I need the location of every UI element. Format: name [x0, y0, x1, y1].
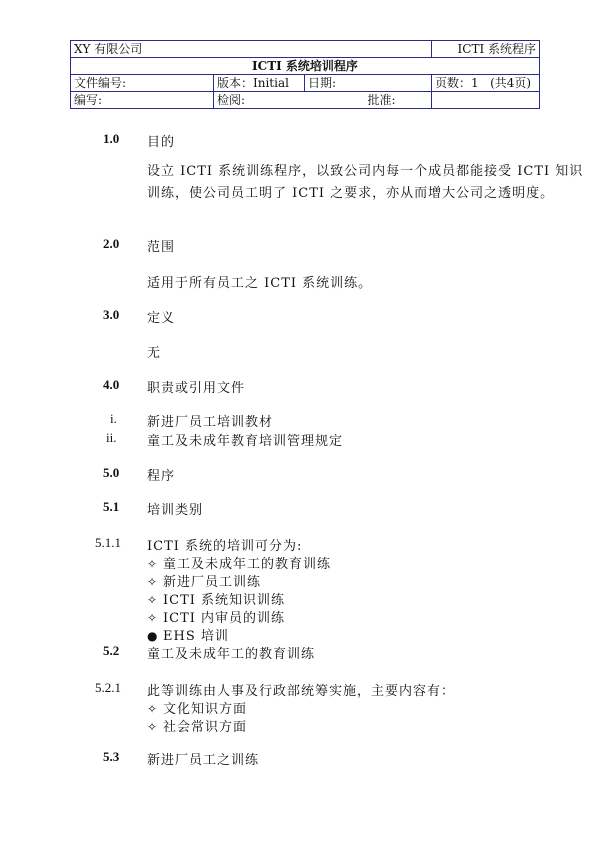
page-total: (共4页) [490, 76, 532, 90]
training-list-intro: ICTI 系统的培训可分为: [147, 539, 303, 554]
subsection-number: 5.2.1 [95, 680, 121, 695]
section-title-procedure: 程序 [147, 469, 176, 484]
dot-bullet-icon: ● [147, 629, 159, 643]
list-item: ✧ ICTI 内审员的训练 [147, 611, 286, 626]
reference-item: 新进厂员工培训教材 [147, 415, 274, 430]
section-title-new-employee: 新进厂员工之训练 [147, 753, 260, 768]
section-title-responsibilities: 职责或引用文件 [147, 381, 246, 396]
version-cell: 版本：Initial [214, 75, 305, 92]
section-number: 5.1 [103, 499, 120, 514]
section-number: 3.0 [103, 307, 120, 322]
section-number: 1.0 [103, 131, 120, 146]
company-name: XY 有限公司 [71, 41, 432, 58]
section-title-child-labor: 童工及未成年工的教育训练 [147, 647, 316, 662]
list-item: ● EHS 培训 [147, 629, 229, 644]
list-item: ✧ 社会常识方面 [147, 720, 248, 735]
purpose-paragraph: 设立 ICTI 系统训练程序，以致公司内每一个成员都能接受 ICTI 知识训练，使公司员工明了 ICTI 之要求，亦从而增大公司之透明度。 [147, 164, 584, 201]
approve-label: 批准: [367, 93, 396, 107]
doc-title: ICTI 系统培训程序 [71, 58, 540, 75]
section-title-purpose: 目的 [147, 135, 176, 150]
list-item: ✧ 文化知识方面 [147, 702, 248, 717]
diamond-bullet-icon: ✧ [147, 557, 159, 571]
review-cell [214, 92, 432, 109]
diamond-bullet-icon: ✧ [147, 720, 159, 734]
review-label: 检阅: [217, 93, 246, 107]
section-title-scope: 范围 [147, 240, 176, 255]
child-labor-intro: 此等训练由人事及行政部统筹实施，主要内容有： [147, 684, 456, 699]
date-cell: 日期: [305, 75, 432, 92]
definition-paragraph: 无 [147, 346, 162, 361]
section-number: 2.0 [103, 236, 120, 251]
section-title-definition: 定义 [147, 311, 176, 326]
section-number: 5.2 [103, 643, 120, 658]
doc-type: ICTI 系统程序 [432, 41, 540, 58]
doc-number-cell: 文件编号: [71, 75, 214, 92]
page-number: 页数：1 [435, 76, 479, 90]
reference-number: i. [110, 411, 117, 426]
scope-paragraph: 适用于所有员工之 ICTI 系统训练。 [147, 276, 373, 291]
diamond-bullet-icon: ✧ [147, 611, 159, 625]
section-number: 5.0 [103, 465, 120, 480]
diamond-bullet-icon: ✧ [147, 593, 159, 607]
blank-cell [432, 92, 540, 109]
section-number: 4.0 [103, 377, 120, 392]
section-number: 5.3 [103, 749, 120, 764]
author-cell: 编写: [71, 92, 214, 109]
list-item: ✧ ICTI 系统知识训练 [147, 593, 286, 608]
diamond-bullet-icon: ✧ [147, 702, 159, 716]
document-header-table [70, 40, 540, 109]
subsection-number: 5.1.1 [95, 535, 121, 550]
list-item: ✧ 童工及未成年工的教育训练 [147, 557, 332, 572]
reference-item: 童工及未成年教育培训管理规定 [147, 434, 344, 449]
diamond-bullet-icon: ✧ [147, 575, 159, 589]
page-cell [432, 75, 540, 92]
reference-number: ii. [106, 430, 117, 445]
section-title-training-types: 培训类别 [147, 503, 204, 518]
list-item: ✧ 新进厂员工训练 [147, 575, 262, 590]
